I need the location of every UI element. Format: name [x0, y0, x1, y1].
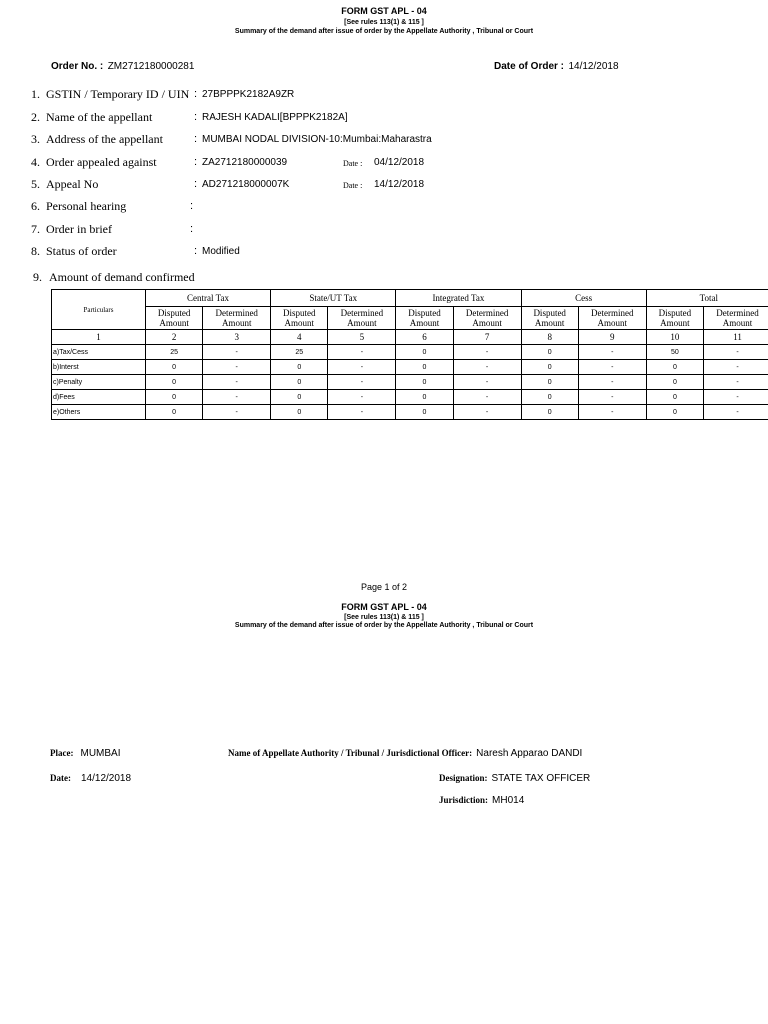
group-header: Central Tax [145, 290, 270, 307]
field-label: Address of the appellant [46, 132, 163, 146]
order-date-label: Date of Order : [494, 61, 565, 72]
field-label: Order in brief [46, 222, 112, 236]
form-summary-page2: Summary of the demand after issue of order by the Appellate Authority , Tribunal or Court [234, 622, 534, 629]
field-date-label: Date : [343, 181, 363, 190]
amount-cell: - [453, 375, 521, 390]
disputed-line-1: Disputed [157, 308, 191, 318]
order-date-value: 14/12/2018 [568, 61, 619, 72]
disputed-amount-header [396, 307, 453, 330]
amount-cell: - [704, 390, 768, 405]
particular-cell: b)Interst [52, 360, 146, 375]
field-colon: : [190, 223, 194, 235]
form-rules-page2: [See rules 113(1) & 115 ] [344, 614, 424, 621]
determined-line-1: Determined [716, 308, 759, 318]
field-value: AD271218000007K [202, 179, 290, 190]
field-date-value: 14/12/2018 [374, 179, 425, 190]
order-number-label: Order No. : [51, 61, 104, 72]
amount-cell: - [578, 375, 646, 390]
field-value: 27BPPPK2182A9ZR [202, 89, 295, 100]
column-number: 2 [145, 330, 202, 345]
determined-line-2: Amount [472, 318, 502, 328]
disputed-line-2: Amount [409, 318, 440, 328]
particular-cell: a)Tax/Cess [52, 345, 146, 360]
disputed-amount-header [646, 307, 703, 330]
place-label: Place: [50, 748, 74, 758]
determined-line-2: Amount [597, 318, 628, 328]
field-label: Name of the appellant [46, 110, 153, 124]
order-number-block [51, 56, 194, 74]
field-colon: : [194, 88, 198, 100]
designation-value: STATE TAX OFFICER [491, 773, 591, 784]
amount-cell: - [203, 390, 271, 405]
disputed-line-2: Amount [534, 318, 565, 328]
table-row [52, 345, 768, 360]
column-number: 4 [271, 330, 328, 345]
amount-cell: - [704, 405, 768, 420]
field-number: 3. [31, 132, 40, 146]
disputed-amount-header [145, 307, 202, 330]
form-title: FORM GST APL - 04 [341, 6, 427, 16]
field-colon: : [194, 245, 198, 257]
column-number: 8 [521, 330, 578, 345]
amount-cell: - [704, 375, 768, 390]
particular-cell: d)Fees [52, 390, 146, 405]
determined-line-2: Amount [221, 318, 252, 328]
amount-cell: - [328, 345, 396, 360]
jurisdiction-value: MH014 [492, 795, 525, 806]
amount-cell: - [578, 390, 646, 405]
column-number: 9 [578, 330, 646, 345]
amount-cell: 0 [521, 390, 578, 405]
amount-cell: 0 [271, 375, 328, 390]
disputed-amount-header [521, 307, 578, 330]
table-row [52, 360, 768, 375]
determined-amount-header [704, 307, 768, 330]
amount-cell: 0 [521, 345, 578, 360]
determined-line-2: Amount [347, 318, 377, 328]
column-number: 10 [646, 330, 703, 345]
determined-line-1: Determined [591, 308, 634, 318]
determined-amount-header [578, 307, 646, 330]
field-colon: : [194, 156, 198, 168]
footer-date-label: Date: [50, 773, 71, 783]
disputed-amount-header [271, 307, 328, 330]
group-header: Total [646, 290, 768, 307]
amount-cell: 0 [646, 375, 703, 390]
field-number: 4. [31, 155, 40, 169]
column-number: 1 [52, 330, 146, 345]
amount-cell: 25 [145, 345, 202, 360]
section9-number: 9. [33, 270, 42, 284]
amount-cell: 0 [271, 405, 328, 420]
field-colon: : [194, 178, 198, 190]
footer-date-value: 14/12/2018 [81, 773, 132, 784]
amount-cell: 0 [521, 375, 578, 390]
amount-cell: - [328, 360, 396, 375]
page-marker: Page 1 of 2 [360, 582, 408, 592]
determined-amount-header [453, 307, 521, 330]
group-header: State/UT Tax [271, 290, 396, 307]
amount-cell: - [328, 375, 396, 390]
amount-cell: - [578, 405, 646, 420]
amount-cell: - [704, 345, 768, 360]
field-date-label: Date : [343, 159, 363, 168]
group-header: Integrated Tax [396, 290, 521, 307]
amount-cell: - [203, 405, 271, 420]
particular-cell: e)Others [52, 405, 146, 420]
amount-cell: 50 [646, 345, 703, 360]
section9-label: Amount of demand confirmed [49, 270, 195, 284]
authority-block [228, 743, 582, 761]
column-number: 3 [203, 330, 271, 345]
field-label: Appeal No [46, 177, 99, 191]
amount-cell: 0 [145, 390, 202, 405]
amount-cell: - [328, 390, 396, 405]
column-number: 7 [453, 330, 521, 345]
field-label: Status of order [46, 244, 117, 258]
disputed-line-2: Amount [159, 318, 189, 328]
amount-cell: 0 [145, 405, 202, 420]
amount-cell: - [453, 405, 521, 420]
form-summary: Summary of the demand after issue of order by the Appellate Authority , Tribunal or Court [234, 28, 534, 35]
field-number: 6. [31, 199, 40, 213]
form-rules: [See rules 113(1) & 115 ] [344, 19, 424, 26]
field-colon: : [194, 133, 198, 145]
place-value: MUMBAI [80, 748, 121, 759]
disputed-line-2: Amount [660, 318, 690, 328]
determined-amount-header [328, 307, 396, 330]
amount-cell: 0 [396, 375, 453, 390]
amount-cell: - [328, 405, 396, 420]
field-colon: : [194, 111, 198, 123]
field-value: MUMBAI NODAL DIVISION-10:Mumbai:Maharastra [202, 134, 432, 145]
amount-cell: - [704, 360, 768, 375]
field-value: Modified [202, 246, 240, 257]
determined-line-2: Amount [722, 318, 753, 328]
field-colon: : [190, 200, 194, 212]
field-number: 7. [31, 222, 40, 236]
amount-cell: 0 [396, 345, 453, 360]
amount-cell: 0 [646, 360, 703, 375]
column-number: 5 [328, 330, 396, 345]
table-group-header-row [52, 290, 768, 307]
disputed-line-1: Disputed [658, 308, 692, 318]
field-value: RAJESH KADALI[BPPPK2182A] [202, 112, 348, 123]
particulars-header: Particulars [52, 290, 146, 330]
amount-cell: 0 [646, 405, 703, 420]
amount-cell: - [578, 360, 646, 375]
jurisdiction-block [439, 790, 524, 808]
group-header: Cess [521, 290, 646, 307]
amount-cell: 25 [271, 345, 328, 360]
column-number: 11 [704, 330, 768, 345]
authority-value: Naresh Apparao DANDI [476, 748, 583, 759]
designation-block [439, 768, 590, 786]
disputed-line-2: Amount [284, 318, 315, 328]
field-number: 2. [31, 110, 40, 124]
disputed-line-1: Disputed [533, 308, 566, 318]
table-row [52, 375, 768, 390]
determined-line-1: Determined [465, 308, 509, 318]
amount-cell: - [203, 345, 271, 360]
amount-cell: 0 [396, 405, 453, 420]
field-label: Personal hearing [46, 199, 127, 213]
amount-cell: - [453, 390, 521, 405]
form-title-page2: FORM GST APL - 04 [341, 602, 427, 612]
order-number-value: ZM2712180000281 [107, 61, 195, 72]
amount-cell: 0 [521, 360, 578, 375]
field-number: 5. [31, 177, 40, 191]
amount-cell: - [578, 345, 646, 360]
column-number-row [52, 330, 768, 345]
amount-cell: - [453, 360, 521, 375]
order-date-block [494, 56, 619, 74]
particular-cell: c)Penalty [52, 375, 146, 390]
amount-cell: - [203, 375, 271, 390]
amount-cell: 0 [396, 390, 453, 405]
amount-cell: - [203, 360, 271, 375]
amount-cell: 0 [145, 375, 202, 390]
field-value: ZA2712180000039 [202, 157, 288, 168]
field-number: 1. [31, 87, 40, 101]
amount-cell: 0 [145, 360, 202, 375]
determined-line-1: Determined [340, 308, 384, 318]
amount-cell: 0 [396, 360, 453, 375]
determined-amount-header [203, 307, 271, 330]
field-number: 8. [31, 244, 40, 258]
column-number: 6 [396, 330, 453, 345]
amount-cell: 0 [271, 390, 328, 405]
field-date-value: 04/12/2018 [374, 157, 425, 168]
table-row [52, 405, 768, 420]
field-label: Order appealed against [46, 155, 157, 169]
amount-cell: 0 [521, 405, 578, 420]
table-subheader-row [52, 307, 768, 330]
jurisdiction-label: Jurisdiction: [439, 795, 489, 805]
place-block [50, 743, 120, 761]
authority-label: Name of Appellate Authority / Tribunal / Jurisdictional Officer: [228, 748, 473, 758]
date-block [50, 768, 131, 786]
amount-cell: - [453, 345, 521, 360]
amount-cell: 0 [646, 390, 703, 405]
disputed-line-1: Disputed [283, 308, 316, 318]
demand-table [51, 289, 768, 420]
determined-line-1: Determined [215, 308, 258, 318]
designation-label: Designation: [439, 773, 488, 783]
disputed-line-1: Disputed [408, 308, 441, 318]
field-label: GSTIN / Temporary ID / UIN [46, 87, 190, 101]
table-row [52, 390, 768, 405]
amount-cell: 0 [271, 360, 328, 375]
